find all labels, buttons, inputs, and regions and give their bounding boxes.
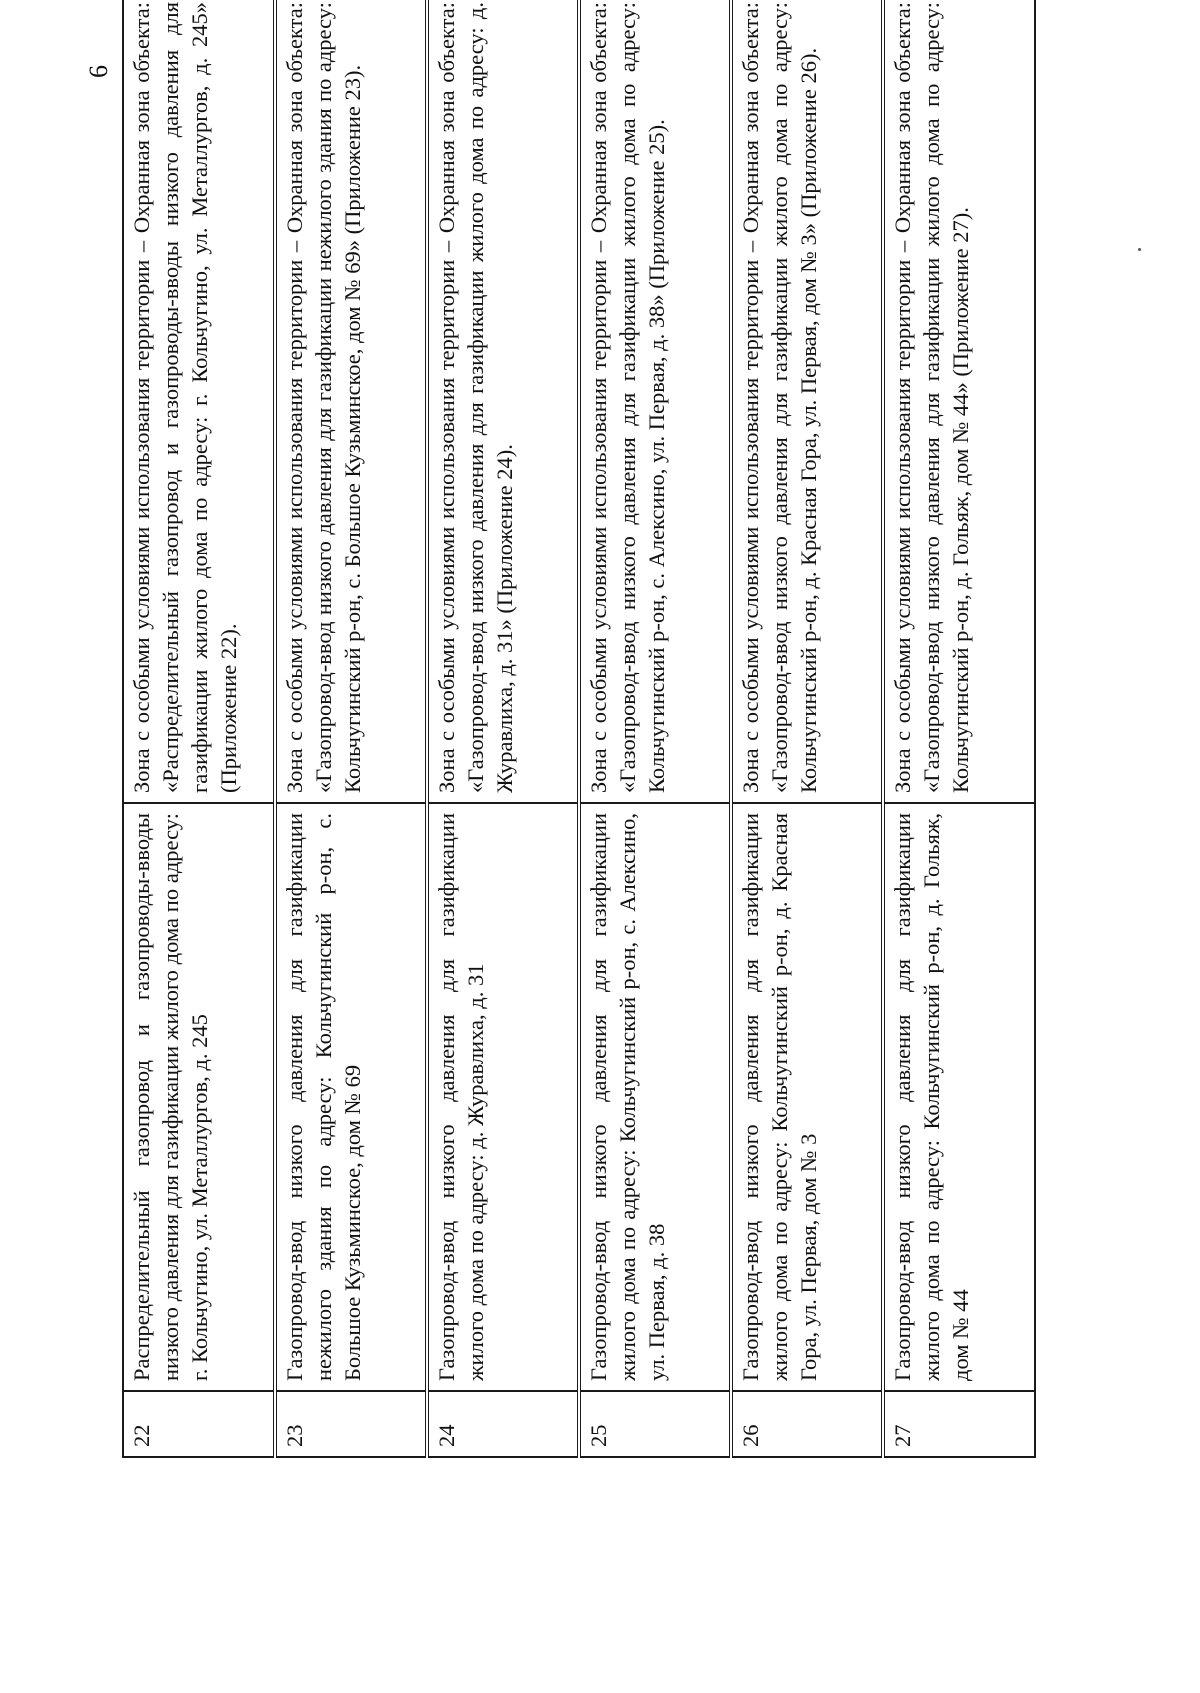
zone-description-cell: Зона с особыми условиями использования территории – Охранная зона объекта: «Газопровод-ввод низкого давления для газификации нежилого здания по адресу: Кольчугинский р-он, с. Большое Кузьминское, дом № 69» (Приложение 23).	[275, 0, 427, 803]
row-number: 26	[731, 1391, 883, 1457]
table-row	[731, 0, 883, 1457]
object-name-cell: Газопровод-ввод низкого давления для газификации нежилого здания по адресу: Кольчугинский р-он, с. Большое Кузьминское, дом № 69	[275, 803, 427, 1391]
object-name-cell: Газопровод-ввод низкого давления для газификации жилого дома по адресу: Кольчугинский р-он, с. Алексино, ул. Первая, д. 38	[579, 803, 731, 1391]
zone-description-cell: Зона с особыми условиями использования территории – Охранная зона объекта: «Газопровод-ввод низкого давления для газификации жилого дома по адресу: Кольчугинский р-он, д. Гольяж, дом № 44» (Приложение 27).	[883, 0, 1035, 803]
zone-description-cell: Зона с особыми условиями использования территории – Охранная зона объекта: «Газопровод-ввод низкого давления для газификации жилого дома по адресу: Кольчугинский р-он, д. Красная Гора, ул. Первая, дом № 3» (Приложение 26).	[731, 0, 883, 803]
object-name-cell: Газопровод-ввод низкого давления для газификации жилого дома по адресу: Кольчугинский р-он, д. Красная Гора, ул. Первая, дом № 3	[731, 803, 883, 1391]
zone-description-cell: Зона с особыми условиями использования территории – Охранная зона объекта: «Газопровод-ввод низкого давления для газификации жилого дома по адресу: Кольчугинский р-он, с. Алексино, ул. Первая, д. 38» (Приложение 25).	[579, 0, 731, 803]
object-name-cell: Распределительный газопровод и газопроводы-вводы низкого давления для газификации жилого дома по адресу: г. Кольчугино, ул. Металлургов, д. 245	[123, 803, 275, 1391]
zone-description-cell: Зона с особыми условиями использования территории – Охранная зона объекта: «Газопровод-ввод низкого давления для газификации жилого дома по адресу: д. Журавлиха, д. 31» (Приложение 24).	[427, 0, 579, 803]
table-row	[427, 0, 579, 1457]
page-number: 6	[84, 65, 113, 78]
table-row	[579, 0, 731, 1457]
object-name-cell: Газопровод-ввод низкого давления для газификации жилого дома по адресу: Кольчугинский р-он, д. Гольяж, дом № 44	[883, 803, 1035, 1391]
zone-description-cell: Зона с особыми условиями использования территории – Охранная зона объекта: «Распределительный газопровод и газопроводы-вводы низкого давления для газификации жилого дома по адресу: г. Кольчугино, ул. Металлургов, д. 245» (Приложение 22).	[123, 0, 275, 803]
object-name-cell: Газопровод-ввод низкого давления для газификации жилого дома по адресу: д. Журавлиха, д. 31	[427, 803, 579, 1391]
rotated-table-container	[122, 2, 1034, 1458]
scan-speck	[1138, 248, 1141, 251]
table-row	[123, 0, 275, 1457]
row-number: 27	[883, 1391, 1035, 1457]
row-number: 22	[123, 1391, 275, 1457]
row-number: 24	[427, 1391, 579, 1457]
zones-table	[122, 0, 1036, 1458]
table-row	[275, 0, 427, 1457]
table-row	[883, 0, 1035, 1457]
row-number: 25	[579, 1391, 731, 1457]
row-number: 23	[275, 1391, 427, 1457]
